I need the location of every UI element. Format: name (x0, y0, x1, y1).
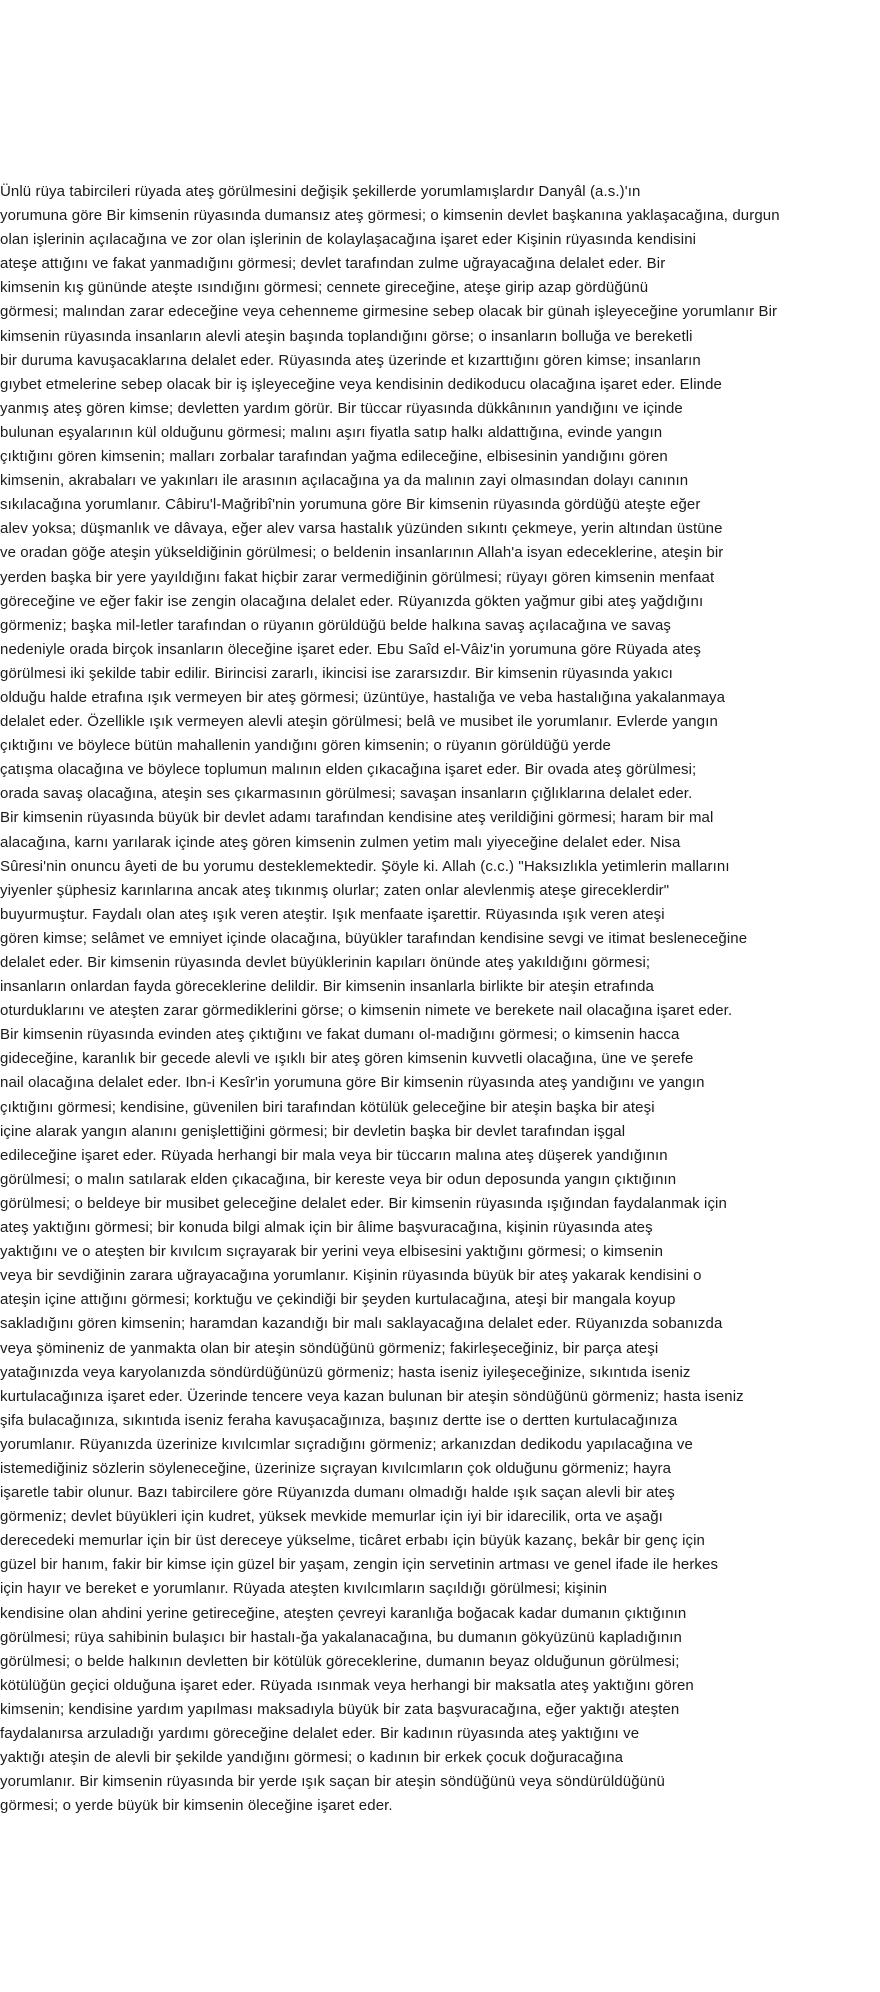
article-line: Ünlü rüya tabircileri rüyada ateş görülmesini değişik şekillerde yorumlamışlardır Danyâl (a.s.)'ın (0, 183, 641, 200)
article-line: ateşin içine attığını görmesi; korktuğu ve çekindiği bir şeyden kurtulacağına, ateşi bir mangala koyup (0, 1291, 676, 1309)
article-line: şifa bulacağınıza, sıkıntıda iseniz feraha kavuşacağınıza, başınız dertte ise o dertten kurtulacağınıza (0, 1411, 678, 1429)
article-line: gören kimse; selâmet ve emniyet içinde olacağına, büyükler tarafından kendisine sevgi ve itimat besleneceğine (0, 929, 748, 947)
article-line: Bir kimsenin rüyasında evinden ateş çıktığını ve fakat dumanı ol-madığını görmesi; o kimsenin hacca (0, 1026, 680, 1044)
article-line: yerden başka bir yere yayıldığını fakat hiçbir zarar vermediğinin görülmesi; rüyayı gören kimsenin menfaat (0, 568, 715, 586)
article-line: çıktığını görmesi; kendisine, güvenilen biri tarafından kötülük geleceğine bir ateşin başka bir ateşi (0, 1098, 655, 1116)
article-line: görülmesi; o beldeye bir musibet geleceğine delalet eder. Bir kimsenin rüyasında ışığından faydalanmak için (0, 1194, 727, 1212)
article-line: alacağına, karnı yarılarak içinde ateş gören kimsenin zulmen yetim malı yiyeceğine delalet eder. Nisa (0, 833, 681, 851)
article-line: görülmesi; o malın satılarak elden çıkacağına, bir kereste veya bir odun deposunda yangın çıktığının (0, 1170, 677, 1188)
article-line: bir duruma kavuşacaklarına delalet eder. Rüyasında ateş üzerinde et kızarttığını gören kimse; insanların (0, 351, 701, 369)
article-line: gideceğine, karanlık bir gecede alevli ve ışıklı bir ateş gören kimsenin kuvvetli olacağına, üne ve şerefe (0, 1050, 694, 1068)
article-line: güzel bir hanım, fakir bir kimse için güzel bir yaşam, zengin için servetinin artması ve genel ifade ile herkes (0, 1556, 719, 1574)
article-line: derecedeki memurlar için bir üst dereceye yükselme, ticâret erbabı için büyük kazanç, bekâr bir genç için (0, 1532, 705, 1550)
article-line: veya bir sevdiğinin zarara uğrayacağına yorumlanır. Kişinin rüyasında büyük bir ateş yakarak kendisini o (0, 1267, 702, 1285)
article-body (0, 180, 880, 1818)
article-line: oturduklarını ve ateşten zarar görmediklerini görse; o kimsenin nimete ve berekete nail olacağına işaret eder. (0, 1002, 733, 1020)
article-line: alev yoksa; düşmanlık ve dâvaya, eğer alev varsa hastalık yüzünden sıkıntı çekmeye, yerin altından üstüne (0, 520, 723, 538)
article-line: bulunan eşyalarının kül olduğunu görmesi; malını aşırı fiyatla satıp halkı aldattığına, evinde yangın (0, 423, 663, 441)
article-line: yatağınızda veya karyolanızda söndürdüğünüzü görmeniz; hasta iseniz iyileşeceğinize, sıkıntıda iseniz (0, 1363, 691, 1381)
article-line: delalet eder. Özellikle ışık vermeyen alevli ateşin görülmesi; belâ ve musibet ile yorumlanır. Evlerde yangın (0, 713, 718, 731)
article-line: kimsenin rüyasında insanların alevli ateşin başında toplandığını görse; o insanların bolluğa ve bereketli (0, 327, 693, 345)
article-line: ve oradan göğe ateşin yükseldiğinin görülmesi; o beldenin insanlarının Allah'a isyan edeceklerine, ateşin bir (0, 544, 724, 562)
article-line: işaretle tabir olunur. Bazı tabircilere göre Rüyanızda dumanı olmadığı halde ışık saçan alevli bir ateş (0, 1484, 675, 1502)
article-line: Sûresi'nin onuncu âyeti de bu yorumu desteklemektedir. Şöyle ki. Allah (c.c.) "Haksızlıkla yetimlerin mallarını (0, 857, 730, 875)
article-line: veya şömineniz de yanmakta olan bir ateşin söndüğünü görmeniz; fakirleşeceğiniz, bir parça ateşi (0, 1339, 659, 1357)
article-line: yorumlanır. Bir kimsenin rüyasında bir yerde ışık saçan bir ateşin söndüğünü veya söndürüldüğünü (0, 1773, 665, 1791)
article-line: için hayır ve bereket e yorumlanır. Rüyada ateşten kıvılcımların saçıldığı görülmesi; kişinin (0, 1580, 608, 1598)
article-line: çıktığını gören kimsenin; malları zorbalar tarafından yağma edileceğine, elbisesinin yandığını gören (0, 448, 668, 466)
article-line: içine alarak yangın alanını genişlettiğini görmesi; bir devletin başka bir devlet tarafından işgal (0, 1122, 626, 1140)
article-line: görülmesi; rüya sahibinin bulaşıcı bir hastalı-ğa yakalanacağına, bu dumanın gökyüzünü kapladığının (0, 1628, 682, 1646)
article-line: yorumuna göre Bir kimsenin rüyasında dumansız ateş görmesi; o kimsenin devlet başkanına yaklaşacağına, durgun (0, 207, 780, 225)
article-line: kurtulacağınıza işaret eder. Üzerinde tencere veya kazan bulunan bir ateşin söndüğünü görmeniz; hasta iseniz (0, 1387, 744, 1405)
article-line: kötülüğün geçici olduğuna işaret eder. Rüyada ısınmak veya herhangi bir maksatla ateş yaktığını gören (0, 1676, 694, 1694)
article-line: görmeniz; başka mil-letler tarafından o rüyanın görüldüğü belde halkına savaş açılacağına ve savaş (0, 616, 672, 634)
article-line: yaktığını ve o ateşten bir kıvılcım sıçrayarak bir yerini veya elbisesini yaktığını görmesi; o kimsenin (0, 1243, 664, 1261)
article-line: kimsenin kış gününde ateşte ısındığını görmesi; cennete gireceğine, ateşe girip azap gördüğünü (0, 279, 649, 297)
article-line: kimsenin, akrabaları ve yakınları ile arasının açılacağına ya da malının zayi olmasından dolayı canının (0, 472, 689, 490)
article-line: yorumlanır. Rüyanızda üzerinize kıvılcımlar sıçradığını görmeniz; arkanızdan dedikodu yapılacağına ve (0, 1435, 693, 1453)
article-line: buyurmuştur. Faydalı olan ateş ışık veren ateştir. Işık menfaate işarettir. Rüyasında ışık veren ateşi (0, 905, 665, 923)
article-line: yaktığı ateşin de alevli bir şekilde yandığını görmesi; o kadının bir erkek çocuk doğuracağına (0, 1749, 624, 1767)
article-line: Bir kimsenin rüyasında büyük bir devlet adamı tarafından kendisine ateş verildiğini görmesi; haram bir mal (0, 809, 714, 827)
article-line: çatışma olacağına ve böylece toplumun malının elden çıkacağına işaret eder. Bir ovada ateş görülmesi; (0, 761, 697, 779)
article-line: nail olacağına delalet eder. Ibn-i Kesîr'in yorumuna göre Bir kimsenin rüyasında ateş yandığını ve yangın (0, 1074, 705, 1092)
article-line: edileceğine işaret eder. Rüyada herhangi bir mala veya bir tüccarın malına ateş düşerek yandığının (0, 1146, 668, 1164)
article-line: sakladığını gören kimsenin; haramdan kazandığı bir malı saklayacağına delalet eder. Rüyanızda sobanızda (0, 1315, 723, 1333)
article-line: kendisine olan ahdini yerine getireceğine, ateşten çevreyi karanlığa boğacak kadar dumanın çıktığının (0, 1604, 687, 1622)
article-line: faydalanırsa arzuladığı yardımı göreceğine delalet eder. Bir kadının rüyasında ateş yaktığını ve (0, 1725, 640, 1742)
article-line: yanmış ateş gören kimse; devletten yardım görür. Bir tüccar rüyasında dükkânının yandığını ve içinde (0, 399, 683, 417)
article-line: olduğu halde etrafına ışık vermeyen bir ateş görmesi; üzüntüye, hastalığa ve veba hastalığına yakalanmaya (0, 688, 726, 706)
article-line: ateş yaktığını görmesi; bir konuda bilgi almak için bir âlime başvuracağına, kişinin rüyasında ateş (0, 1219, 653, 1237)
article-line: görülmesi iki şekilde tabir edilir. Birincisi zararlı, ikincisi ise zararsızdır. Bir kimsenin rüyasında yakıcı (0, 664, 673, 682)
article-line: delalet eder. Bir kimsenin rüyasında devlet büyüklerinin kapıları önünde ateş yakıldığını görmesi; (0, 954, 651, 971)
article-line: istemediğiniz sözlerin söyleneceğine, üzerinize sıçrayan kıvılcımların çok olduğunu görmeniz; hayra (0, 1459, 672, 1477)
article-line: görmesi; o yerde büyük bir kimsenin öleceğine işaret eder. (0, 1797, 393, 1815)
article-line: sıkılacağına yorumlanır. Câbiru'l-Mağribî'nin yorumuna göre Bir kimsenin rüyasında gördüğü ateşte eğer (0, 496, 701, 514)
article-line: görülmesi; o belde halkının devletten bir kötülük göreceklerine, dumanın beyaz olduğunun görülmesi; (0, 1652, 680, 1670)
article-line: nedeniyle orada birçok insanların öleceğine işaret eder. Ebu Saîd el-Vâiz'in yorumuna göre Rüyada ateş (0, 640, 701, 658)
article-line: kimsenin; kendisine yardım yapılması maksadıyla büyük bir zata başvuracağına, eğer yaktığı ateşten (0, 1700, 680, 1718)
article-line: gıybet etmelerine sebep olacak bir iş işleyeceğine veya kendisinin dedikoducu olacağına işaret eder. Elinde (0, 375, 722, 393)
article-line: ateşe attığını ve fakat yanmadığını görmesi; devlet tarafından zulme uğrayacağına delalet eder. Bir (0, 255, 666, 273)
article-line: çıktığını ve böylece bütün mahallenin yandığını gören kimsenin; o rüyanın görüldüğü yerde (0, 737, 611, 755)
article-line: insanların onlardan fayda göreceklerine delildir. Bir kimsenin insanlarla birlikte bir ateşin etrafında (0, 978, 654, 996)
article-line: yiyenler şüphesiz karınlarına ancak ateş tıkınmış olurlar; zaten onlar alevlenmiş ateşe gireceklerdir" (0, 881, 670, 899)
article-line: orada savaş olacağına, ateşin ses çıkarmasının görülmesi; savaşan insanların çığlıklarına delalet eder. (0, 785, 693, 803)
article-line: görmeniz; devlet büyükleri için kudret, yüksek mevkide memurlar için iyi bir idarecilik, orta ve aşağı (0, 1508, 663, 1526)
article-line: olan işlerinin açılacağına ve zor olan işlerinin de kolaylaşacağına işaret eder Kişinin rüyasında kendisini (0, 231, 697, 249)
article-line: göreceğine ve eğer fakir ise zengin olacağına delalet eder. Rüyanızda gökten yağmur gibi ateş yağdığını (0, 592, 704, 610)
article-line: görmesi; malından zarar edeceğine veya cehenneme girmesine sebep olacak bir günah işleyeceğine yorumlanır Bir (0, 303, 778, 321)
